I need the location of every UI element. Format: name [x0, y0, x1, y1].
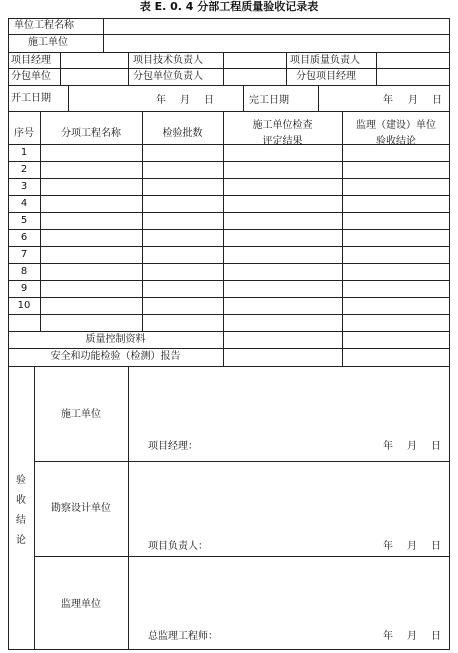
row-number: 9 — [20, 283, 28, 294]
divider — [8, 85, 450, 86]
acceptance-form — [8, 18, 450, 650]
col-unit-check-line2: 评定结果 — [262, 136, 303, 147]
unit-project-name-label: 单位工程名称 — [14, 20, 74, 31]
project-manager-label: 项目经理 — [11, 55, 51, 66]
divider — [68, 85, 69, 111]
divider — [223, 111, 224, 366]
divider — [60, 52, 61, 85]
divider — [8, 212, 450, 213]
divider — [40, 111, 41, 331]
row-number: 7 — [20, 249, 28, 260]
section-signer-label: 总监理工程师： — [148, 631, 218, 642]
section-unit-label: 施工单位 — [61, 409, 101, 420]
col-seq: 序号 — [14, 128, 34, 139]
divider — [128, 52, 129, 85]
section-day: 日 — [431, 541, 441, 552]
section-year: 年 — [383, 541, 393, 552]
divider — [34, 461, 450, 462]
subcontractor-label: 分包单位 — [11, 71, 51, 82]
section-year: 年 — [383, 631, 393, 642]
row-number: 4 — [20, 198, 28, 209]
divider — [223, 52, 224, 85]
divider — [376, 52, 377, 85]
divider — [8, 331, 450, 332]
divider — [8, 178, 450, 179]
divider — [8, 34, 450, 35]
section-unit-label: 监理单位 — [61, 599, 101, 610]
section-day: 日 — [431, 441, 441, 452]
subcontract-pm-label: 分包项目经理 — [296, 71, 356, 82]
finish-month: 月 — [408, 95, 418, 106]
section-signer-label: 项目经理： — [148, 441, 198, 452]
acceptance-label-char: 论 — [16, 535, 26, 546]
project-quality-lead-label: 项目质量负责人 — [290, 55, 360, 66]
start-year: 年 — [156, 95, 166, 106]
divider — [8, 348, 450, 349]
divider — [128, 366, 129, 650]
divider — [8, 52, 450, 53]
row-number: 5 — [20, 215, 28, 226]
section-unit-label: 勘察设计单位 — [51, 503, 111, 514]
acceptance-label-char: 收 — [16, 495, 26, 506]
section-month: 月 — [407, 541, 417, 552]
divider — [142, 111, 143, 331]
divider — [8, 229, 450, 230]
divider — [8, 68, 450, 69]
divider — [103, 18, 104, 52]
finish-year: 年 — [383, 95, 393, 106]
subcontractor-lead-label: 分包单位负责人 — [133, 71, 203, 82]
divider — [318, 85, 319, 111]
row-number: 8 — [20, 266, 28, 277]
divider — [342, 111, 343, 366]
divider — [286, 52, 287, 85]
section-month: 月 — [407, 441, 417, 452]
col-batch-count: 检验批数 — [162, 128, 203, 139]
section-year: 年 — [383, 441, 393, 452]
divider — [34, 556, 450, 557]
divider — [8, 297, 450, 298]
row-number: 6 — [20, 232, 28, 243]
divider — [8, 280, 450, 281]
row-number: 1 — [20, 147, 28, 158]
divider — [8, 195, 450, 196]
construction-unit-label: 施工单位 — [28, 37, 68, 48]
divider — [8, 246, 450, 247]
row-number: 2 — [20, 164, 28, 175]
divider — [8, 263, 450, 264]
divider — [8, 366, 450, 367]
divider — [243, 85, 244, 111]
safety-report-label: 安全和功能检验（检测）报告 — [50, 351, 181, 362]
row-number: 10 — [17, 300, 31, 311]
col-sub-item-name: 分项工程名称 — [61, 128, 121, 139]
start-date-label: 开工日期 — [11, 93, 51, 104]
divider — [8, 161, 450, 162]
col-supervisor-line1: 监理（建设）单位 — [356, 120, 436, 131]
section-month: 月 — [407, 631, 417, 642]
start-day: 日 — [204, 95, 214, 106]
acceptance-label-char: 结 — [16, 515, 26, 526]
form-title: 表 E. 0. 4 分部工程质量验收记录表 — [139, 0, 319, 13]
finish-day: 日 — [432, 95, 442, 106]
start-month: 月 — [180, 95, 190, 106]
divider — [8, 111, 450, 112]
row-number: 3 — [20, 181, 28, 192]
quality-data-label: 质量控制资料 — [85, 334, 146, 345]
col-unit-check-line1: 施工单位检查 — [252, 120, 313, 131]
col-supervisor-line2: 验收结论 — [376, 136, 416, 147]
divider — [8, 314, 450, 315]
finish-date-label: 完工日期 — [249, 95, 289, 106]
section-signer-label: 项目负责人： — [148, 541, 208, 552]
acceptance-label-char: 验 — [16, 475, 26, 486]
project-tech-lead-label: 项目技术负责人 — [133, 55, 203, 66]
section-day: 日 — [431, 631, 441, 642]
